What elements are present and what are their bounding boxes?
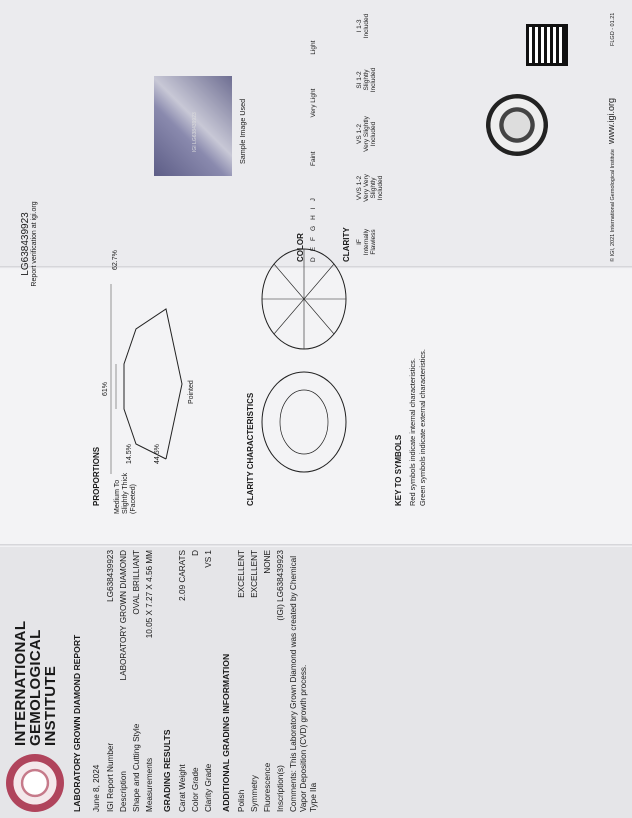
report-number-middle: LG638439923 <box>20 212 31 276</box>
grading-value: 2.09 CARATS <box>178 550 187 601</box>
field-row <box>104 550 117 812</box>
additional-value: EXCELLENT <box>250 550 259 598</box>
clarity-heading: CLARITY CHARACTERISTICS <box>246 392 255 506</box>
additional-label: Polish <box>237 789 246 812</box>
field-value: LABORATORY GROWN DIAMOND <box>119 550 128 681</box>
igi-seal-icon <box>6 754 64 812</box>
grading-label: Carat Weight <box>178 764 187 812</box>
fold-line <box>0 544 632 547</box>
color-letter: D <box>310 257 317 262</box>
color-word: Light <box>310 40 317 55</box>
key-heading: KEY TO SYMBOLS <box>394 434 403 506</box>
additional-label: Inscription(s) <box>276 765 285 812</box>
additional-row <box>261 550 274 812</box>
additional-value: NONE <box>263 550 272 574</box>
color-letter: H <box>310 215 317 220</box>
proportions-diagram <box>106 264 184 484</box>
color-letter: I <box>310 207 317 210</box>
clarity-scale-heading: CLARITY <box>342 227 351 262</box>
grading-value: D <box>191 550 200 556</box>
qr-code-icon <box>526 24 568 66</box>
institute-seal-icon <box>486 94 548 156</box>
color-word: Very Light <box>310 88 317 118</box>
girdle-text: Medium To Slightly Thick (Faceted) <box>114 472 137 514</box>
grading-label: Color Grade <box>191 767 200 812</box>
additional-value: EXCELLENT <box>237 550 246 598</box>
table-percent: 61% <box>102 381 109 396</box>
pavilion-percent: 44.5% <box>154 444 161 464</box>
clarity-scale-item: IF Internally Flawless <box>356 228 377 256</box>
clarity-plot-diagram <box>252 234 357 484</box>
field-value: OVAL BRILLIANT <box>132 550 141 615</box>
grading-heading: GRADING RESULTS <box>162 729 172 812</box>
field-row <box>117 550 130 812</box>
main-report-section <box>6 550 618 812</box>
culet-text: Pointed <box>188 380 195 404</box>
report-type: LABORATORY GROWN DIAMOND REPORT <box>72 634 82 812</box>
color-letter: J <box>310 198 317 202</box>
website: www.igi.org <box>606 97 616 144</box>
additional-label: Fluorescence <box>263 762 272 812</box>
color-letter: F <box>310 236 317 241</box>
report-date: June 8, 2024 <box>92 764 101 812</box>
clarity-scale-item: VS 1-2 Very Slightly Included <box>356 116 377 152</box>
additional-label: Symmetry <box>250 775 259 812</box>
field-label: IGI Report Number <box>106 742 115 812</box>
form-code: FLGD - 01.21 <box>610 12 616 46</box>
additional-row <box>274 550 287 812</box>
field-row <box>130 550 143 812</box>
sample-photo: IGI LG638439923 <box>154 76 232 176</box>
key-green-text: Green symbols indicate external characteristics. <box>418 349 427 506</box>
comments: Comments: This Laboratory Grown Diamond was created by Chemical Vapor Deposition (CVD) growth process. <box>289 555 308 812</box>
additional-value: (IGI) LG638439923 <box>276 550 285 621</box>
sample-caption: Sample Image Used <box>238 98 247 164</box>
grading-row <box>176 550 189 812</box>
depth-percent: 62.7% <box>112 250 119 270</box>
color-letter: E <box>310 246 317 252</box>
field-label: Shape and Cutting Style <box>132 723 141 812</box>
proportions-heading: PROPORTIONS <box>92 446 101 506</box>
grading-row <box>189 550 202 812</box>
additional-row <box>235 550 248 812</box>
additional-heading: ADDITIONAL GRADING INFORMATION <box>221 653 231 812</box>
clarity-scale-item: I 1-3 Included <box>356 13 370 39</box>
additional-row <box>248 550 261 812</box>
field-row <box>143 550 156 812</box>
grading-label: Clarity Grade <box>204 763 213 812</box>
field-label: Description <box>119 771 128 812</box>
color-word: Faint <box>310 151 317 166</box>
key-red-text: Red symbols indicate internal characteristics. <box>408 358 417 506</box>
field-label: Measurements <box>145 757 154 812</box>
copyright: © IGI, 2021 International Gemological Institute <box>610 149 616 262</box>
grading-value: VS 1 <box>204 550 213 568</box>
color-letter: G <box>310 225 317 231</box>
org-title: INTERNATIONAL GEMOLOGICAL INSTITUTE <box>11 620 59 746</box>
diamond-type: Type IIa <box>309 782 318 812</box>
color-heading: COLOR <box>296 233 305 262</box>
top-section <box>6 4 624 266</box>
grading-row <box>202 550 215 812</box>
clarity-scale-item: SI 1-2 Slightly Included <box>356 67 377 93</box>
verification-text: Report verification at igi.org <box>31 201 38 287</box>
crown-percent: 14.5% <box>126 444 133 464</box>
clarity-scale-item: VVS 1-2 Very Very Slightly Included <box>356 174 384 202</box>
field-value: LG638439923 <box>106 550 115 602</box>
field-value: 10.05 X 7.27 X 4.56 MM <box>145 550 154 639</box>
